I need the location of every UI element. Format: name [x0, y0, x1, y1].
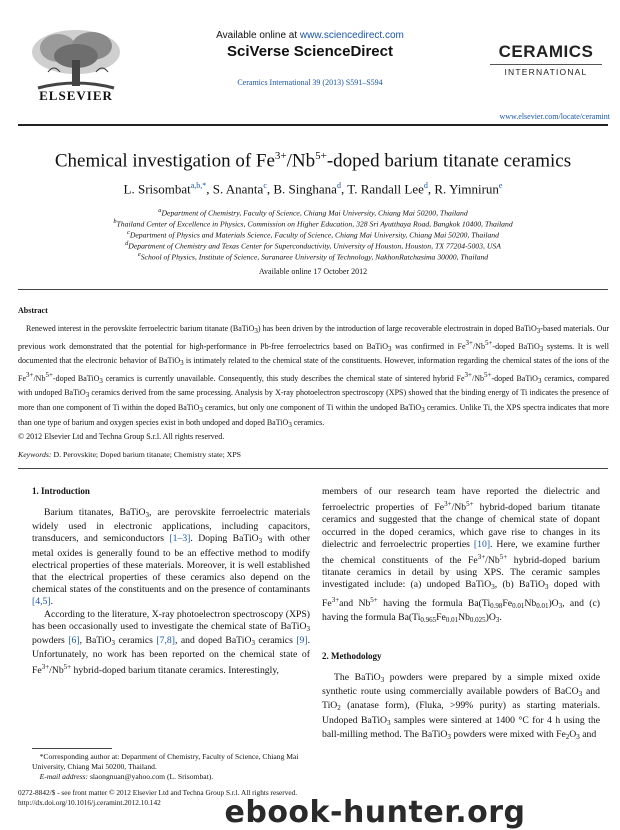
- keywords: Keywords: D. Perovskite; Doped barium titanate; Chemistry state; XPS: [18, 450, 241, 459]
- paper-title: Chemical investigation of $Fe^{3+}/Nb^{5+}$-doped barium titanate ceramics: [54, 150, 572, 172]
- abstract-copyright: © 2012 Elsevier Ltd and Techna Group S.r.l. All rights reserved.: [18, 432, 225, 442]
- email-link[interactable]: slaongnuan@yahoo.com (L. Srisombat).: [89, 772, 214, 781]
- header-divider: [18, 124, 608, 126]
- footnote-divider: [32, 748, 112, 749]
- section-heading-introduction: 1. Introduction: [32, 486, 90, 496]
- abstract-heading: Abstract: [18, 306, 48, 315]
- journal-logo: [484, 42, 608, 77]
- methodology-text: The BaTiO$_3$ powders were prepared by a simple mixed oxide synthetic route using commercially available powders of BaCO$_3$ and TiO$_2$ (anatase form), (Fluka, >99% purity) as starting materials. Undoped BaTiO$_3$ samples were sintered at 1400 °C for 4 h using the ball-milling method. The BaTiO$_3$ powders were mixed with $Fe_2O_3$ and: [322, 672, 600, 741]
- introduction-text-continued: members of our research team have reported the dielectric and ferroelectric properties of $Fe^{3+}/Nb^{5+}$ hybrid-doped barium titanate ceramics and suggested that the change of chemical state of dopant occurred in the doped ceramics, which gave rise to changes in its dielectric and ferroelectric properties [10]. Here, we examine further the chemical constituents of the $Fe^{3+}/Nb^{5+}$ hybrid-doped barium titanate ceramics in detail by using XPS. The ceramic samples investigated include: (a) undoped BaTiO$_3$, (b) BaTiO$_3$ doped with $Fe^{3+}and$ $Nb^{5+}$ having the formula $Ba(Ti_{0.98}Fe_{0.01}Nb_{0.01})O_3$, and (c) having the formula $Ba(Ti_{0.965}Fe_{0.01}Nb_{0.025})O_3$.: [322, 486, 601, 624]
- sciencedirect-link[interactable]: www.sciencedirect.com: [299, 30, 404, 41]
- corresponding-author-footnote: *Corresponding author at: Department of Chemistry, Faculty of Science, Chiang Mai University, Chiang Mai 50200, Thailand. E-mail address: slaongnuan@yahoo.com (L. Srisombat).: [32, 752, 299, 781]
- abstract-text: Renewed interest in the perovskite ferroelectric barium titanate (BaTiO3) has been driven by the introduction of large recoverable electrostrain in doped BaTiO3-based materials. Our previous work demonstrated that the potential for high-performance in Pb-free ferroelectrics based on BaTiO3 was confirmed in Fe3+/Nb5+-doped BaTiO3 systems. It is well documented that the electronic behavior of BaTiO3 is intimately related to the chemical state of the constituents. However, information regarding the chemical states of the ions of the Fe3+/Nb5+-doped BaTiO3 ceramics is currently unavailable. Consequently, this study describes the chemical state of sintered hybrid Fe3+/Nb5+-doped BaTiO3 ceramics, compared with undoped BaTiO3 ceramics derived from the same processing. Analysis by X-ray photoelectron spectroscopy (XPS) showed that the binding energy of Ti indicates the presence of more than one component of Ti within the doped BaTiO3 ceramics, but only one component of Ti within the undoped BaTiO3 ceramics. Unlike Ti, the XPS spectra indicates that more than one type of barium and oxygen species exist in both undoped and doped BaTiO3 ceramics. © 2012 Elsevier Ltd and Techna Group S.r.l. All rights reserved.: [18, 324, 610, 442]
- author-name: B. Singhana: [273, 181, 337, 197]
- author-name: T. Randall Lee: [347, 181, 424, 197]
- affiliation: $^d$Department of Chemistry and Texas Center for Superconductivity, University of Houston, Houston, TX 77204-5003, USA: [125, 240, 501, 251]
- watermark: ebook-hunter.org: [224, 795, 526, 830]
- author-marks[interactable]: d: [336, 181, 341, 190]
- author-name: L. Srisombat: [123, 181, 191, 197]
- issn-line: 0272-8842/$ - see front matter © 2012 Elsevier Ltd and Techna Group S.r.l. All rights reserved.: [18, 788, 298, 797]
- introduction-text: Barium titanates, BaTiO$_3$, are perovskite ferroelectric materials widely used in electronic applications, including capacitors, transducers, and semiconductors [1–3]. Doping BaTiO$_3$ with other metal oxides is generally found to be an effective method to modify electrical properties of these materials. Moreover, it is well established that the electrical properties of these ceramics also depend on the chemical states of the constituents and on the presence of contaminants [4,5]. According to the literature, X-ray photoelectron spectroscopy (XPS) has been occasionally used to investigate the chemical state of BaTiO$_3$ powders [6], BaTiO$_3$ ceramics [7,8], and doped BaTiO$_3$ ceramics [9]. Unfortunately, no work has been reported on the chemical state of $Fe^{3+}/Nb^{5+}$ hybrid-doped barium titanate ceramics. Interestingly,: [32, 507, 311, 677]
- affiliation: $^b$Thailand Center of Excellence in Physics, Commission on Higher Education, 328 Sri Ayutthaya Road, Bangkok 10400, Thailand: [113, 218, 513, 229]
- author-list: L. Srisombat$^{a,b,*}$, S. Ananta$^c$, B. Singhana$^d$, T. Randall Lee$^d$, R. Yimnirun$^e$: [123, 181, 503, 197]
- author-marks[interactable]: c: [263, 181, 267, 190]
- author-name: R. Yimnirun: [434, 181, 499, 197]
- affiliation: $^c$Department of Physics and Materials Science, Faculty of Science, Chiang Mai University, Chiang Mai 50200, Thailand: [127, 229, 499, 240]
- affiliation: $^e$School of Physics, Institute of Science, Suranaree University of Technology, NakhonRatchasima 30000, Thailand: [137, 251, 489, 262]
- author-marks[interactable]: a,b,*: [190, 181, 207, 190]
- journal-logo-line1: CERAMICS: [498, 42, 594, 61]
- author-marks[interactable]: e: [498, 181, 503, 190]
- divider: [18, 289, 608, 290]
- doi-link[interactable]: http://dx.doi.org/10.1016/j.ceramint.2012.10.142: [18, 797, 161, 807]
- available-online-date: Available online 17 October 2012: [258, 267, 368, 276]
- platform-name: SciVerse ScienceDirect: [227, 43, 393, 60]
- divider: [18, 468, 608, 469]
- section-heading-methodology: 2. Methodology: [322, 651, 382, 661]
- journal-logo-line2: INTERNATIONAL: [504, 67, 588, 77]
- affiliation: $^a$Department of Chemistry, Faculty of Science, Chiang Mai University, Chiang Mai 50200, Thailand: [158, 207, 468, 218]
- publisher-name: ELSEVIER: [39, 88, 113, 103]
- author-marks[interactable]: d: [423, 181, 428, 190]
- available-online-line: Available online at www.sciencedirect.com: [216, 30, 404, 41]
- journal-reference[interactable]: Ceramics International 39 (2013) S591–S594: [237, 78, 383, 87]
- author-name: S. Ananta: [212, 181, 264, 197]
- journal-url-link[interactable]: www.elsevier.com/locate/ceramint: [499, 112, 610, 121]
